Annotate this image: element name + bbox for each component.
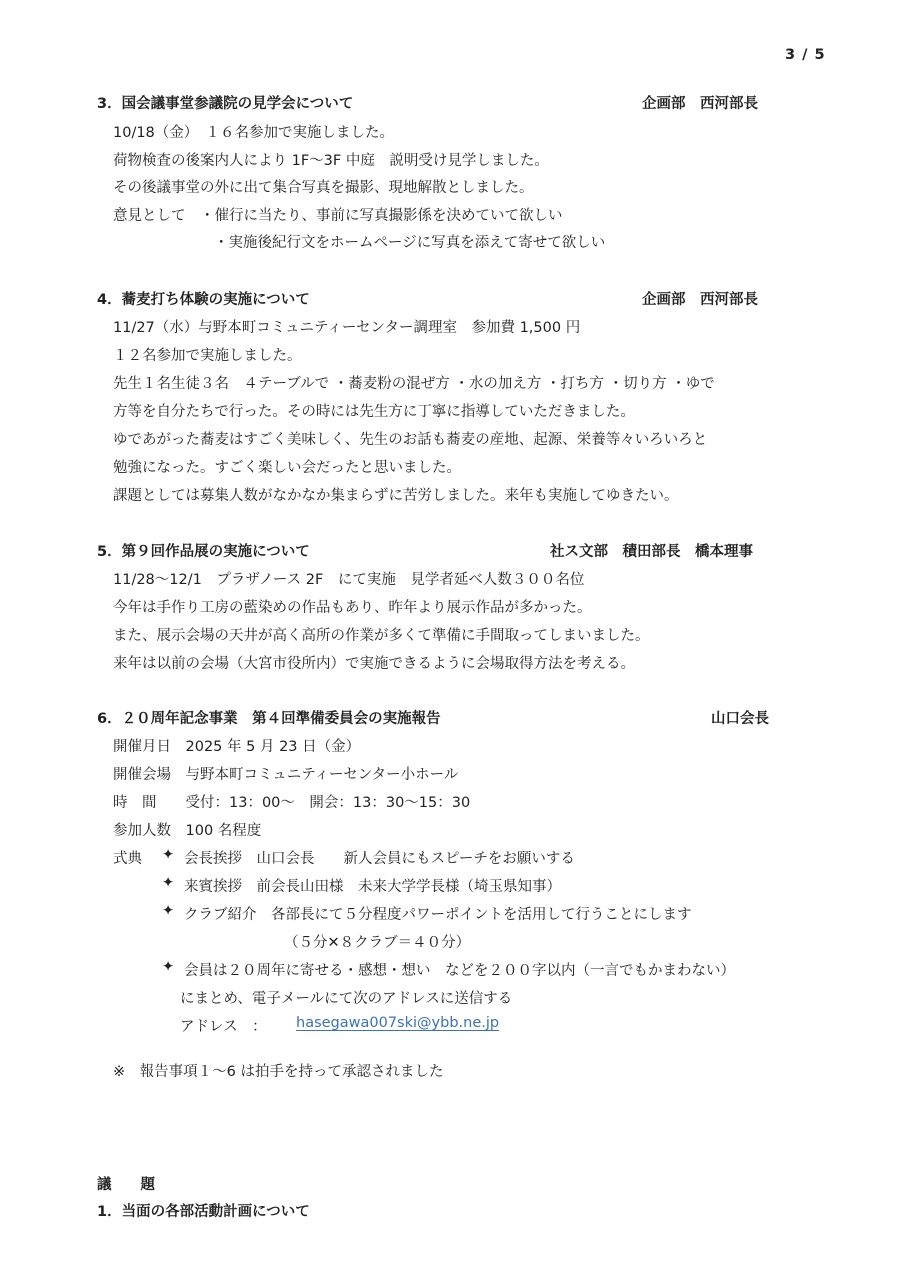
section-4-responsible: 企画部 西河部長 xyxy=(642,292,758,308)
ceremony-item: クラブ紹介 各部長にて５分程度パワーポイントを活用して行うことにします xyxy=(184,907,692,923)
section-6-responsible: 山口会長 xyxy=(711,711,769,727)
section-5-line: 今年は手作り工房の藍染めの作品もあり、昨年より展示作品が多かった。 xyxy=(113,600,592,616)
section-5-line: また、展示会場の天井が高く高所の作業が多くて準備に手間取ってしまいました。 xyxy=(113,628,650,644)
section-5-responsible: 社ス文部 積田部長 橋本理事 xyxy=(550,544,753,560)
section-4-line: 方等を自分たちで行った。その時には先生方に丁寧に指導していただきました。 xyxy=(113,404,635,420)
ceremony-item: 会員は２０周年に寄せる・感想・想い などを２００字以内（一言でもかまわない） xyxy=(184,963,735,979)
section-3-line: 10/18（金） １６名参加で実施しました。 xyxy=(113,125,395,141)
event-date: 開催月日 2025 年 5 月 23 日（金） xyxy=(113,739,361,755)
event-attendance: 参加人数 100 名程度 xyxy=(113,823,262,839)
agenda-item-1: 1．当面の各部活動計画について xyxy=(97,1204,310,1220)
email-link[interactable]: hasegawa007ski@ybb.ne.jp xyxy=(296,1015,500,1031)
section-4-line: 課題としては募集人数がなかなか集まらずに苦労しました。来年も実施してゆきたい。 xyxy=(113,488,679,504)
section-4-title: 4．蕎麦打ち体験の実施について xyxy=(97,292,310,308)
section-5-line: 11/28〜12/1 プラザノース 2F にて実施 見学者延べ人数３００名位 xyxy=(113,572,585,588)
agenda-heading: 議 題 xyxy=(97,1177,155,1193)
section-4-line: １２名参加で実施しました。 xyxy=(113,348,302,364)
section-5-line: 来年は以前の会場（大宮市役所内）で実施できるように会場取得方法を考える。 xyxy=(113,656,635,672)
ceremony-item-continuation: にまとめ、電子メールにて次のアドレスに送信する xyxy=(180,991,513,1007)
section-3-line: 意見として ・催行に当たり、事前に写真撮影係を決めていて欲しい xyxy=(113,208,563,224)
section-4-line: ゆであがった蕎麦はすごく美味しく、先生のお話も蕎麦の産地、起源、栄養等々いろいろと xyxy=(113,432,708,448)
event-venue: 開催会場 与野本町コミュニティーセンター小ホール xyxy=(113,767,459,783)
page-number: 3 / 5 xyxy=(785,47,826,63)
bullet-icon: ✦ xyxy=(162,959,175,975)
section-6-title: 6．２０周年記念事業 第４回準備委員会の実施報告 xyxy=(97,711,441,727)
section-3-line: ・実施後紀行文をホームページに写真を添えて寄せて欲しい xyxy=(214,235,606,251)
address-label: アドレス ： xyxy=(180,1019,267,1035)
bullet-icon: ✦ xyxy=(162,903,175,919)
section-4-line: 11/27（水）与野本町コミュニティーセンター調理室 参加費 1,500 円 xyxy=(113,320,581,336)
section-4-line: 勉強になった。すごく楽しい会だったと思いました。 xyxy=(113,460,461,476)
bullet-icon: ✦ xyxy=(162,875,175,891)
section-3-responsible: 企画部 西河部長 xyxy=(642,96,758,112)
approval-note: ※ 報告事項１〜6 は拍手を持って承認されました xyxy=(113,1064,444,1080)
ceremony-item: 来賓挨拶 前会長山田様 未来大学学長様（埼玉県知事） xyxy=(184,879,561,895)
section-3-line: 荷物検査の後案内人により 1F〜3F 中庭 説明受け見学しました。 xyxy=(113,153,549,169)
section-4-line: 先生１名生徒３名 ４テーブルで ・蕎麦粉の混ぜ方 ・水の加え方 ・打ち方 ・切り方 ・ゆで xyxy=(113,376,715,392)
ceremony-item-continuation: （５分✕８クラブ＝４０分） xyxy=(284,935,471,951)
ceremony-item: 会長挨拶 山口会長 新人会員にもスピーチをお願いする xyxy=(184,851,575,867)
section-5-title: 5．第９回作品展の実施について xyxy=(97,544,310,560)
event-time: 時 間 受付：13：00〜 開会：13：30〜15：30 xyxy=(113,795,471,811)
bullet-icon: ✦ xyxy=(162,847,175,863)
section-3-line: その後議事堂の外に出て集合写真を撮影、現地解散としました。 xyxy=(113,180,534,196)
ceremony-label: 式典 xyxy=(113,851,142,867)
section-3-title: 3．国会議事堂参議院の見学会について xyxy=(97,96,354,112)
